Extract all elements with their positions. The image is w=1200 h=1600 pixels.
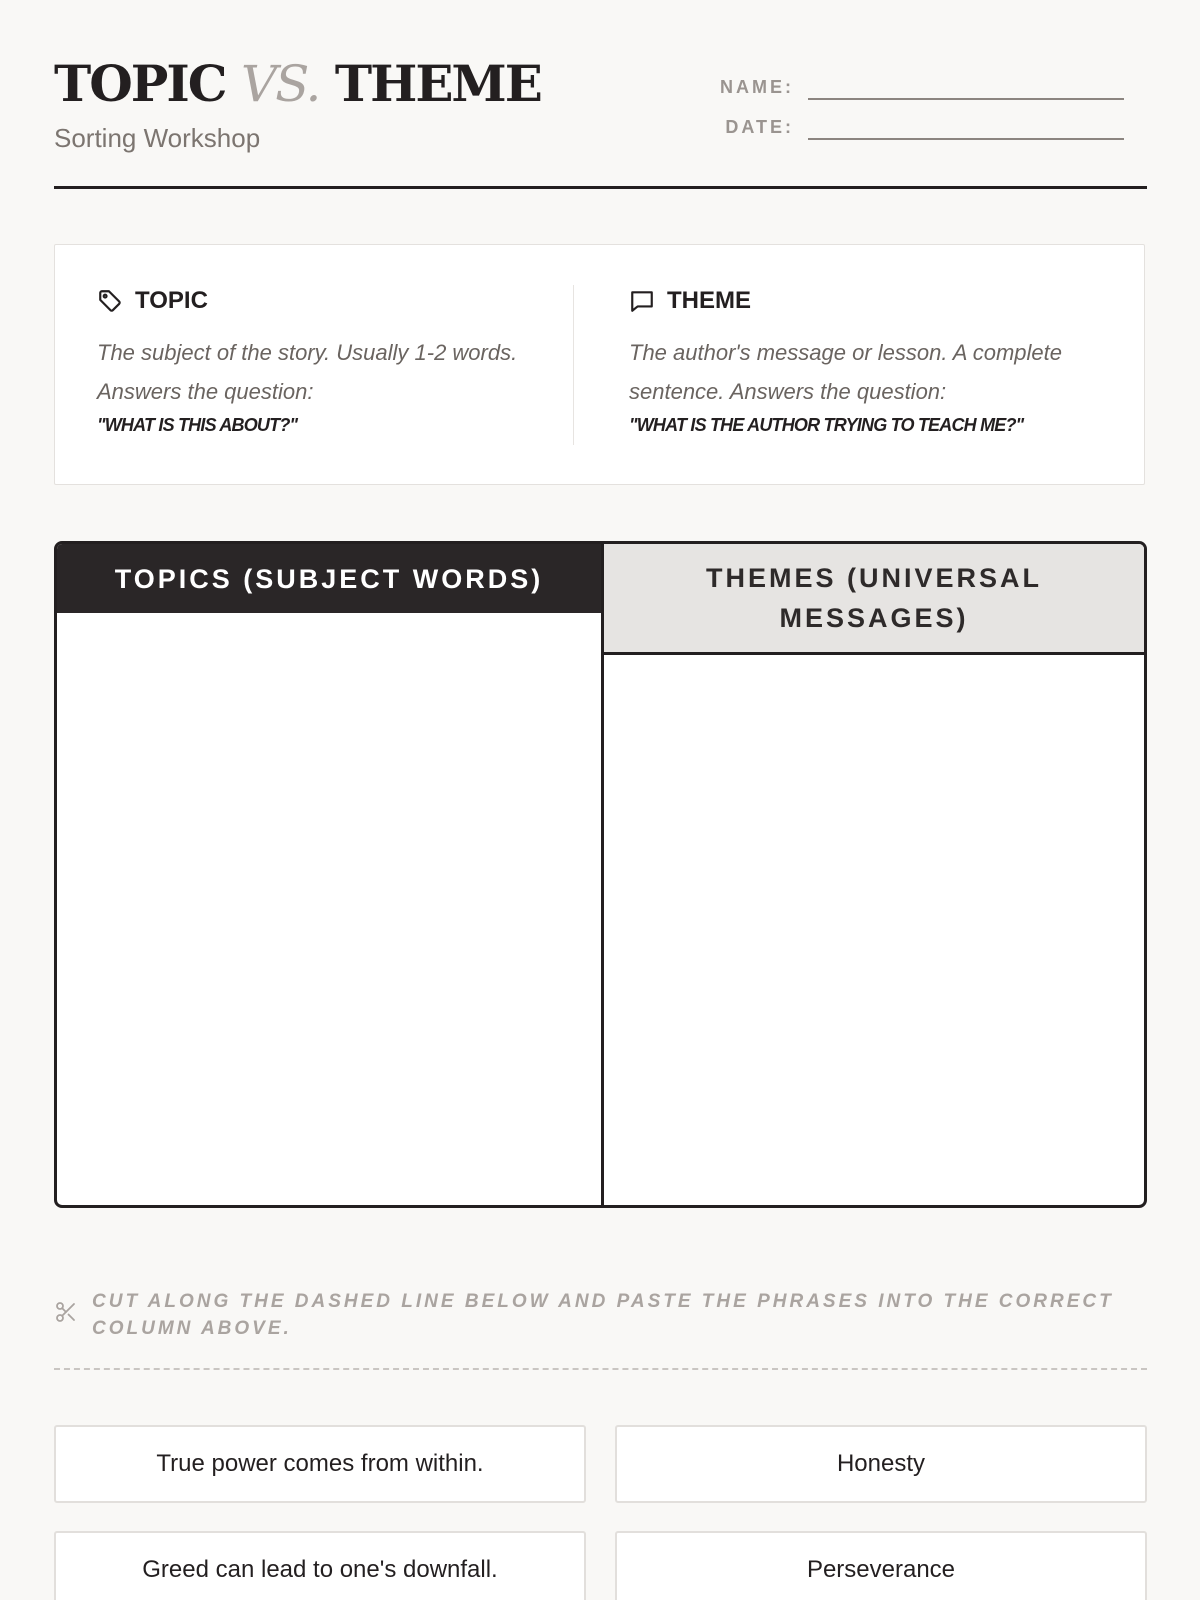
name-line[interactable] <box>808 70 1124 100</box>
phrase-card[interactable]: Perseverance <box>615 1531 1147 1600</box>
title-topic: TOPIC <box>54 54 226 113</box>
tag-icon <box>97 288 123 314</box>
date-field <box>694 110 1124 140</box>
phrase-card[interactable]: True power comes from within. <box>54 1425 586 1503</box>
cut-line <box>54 1368 1147 1370</box>
phrase-card[interactable]: Honesty <box>615 1425 1147 1503</box>
name-label: NAME: <box>720 77 794 97</box>
cut-instructions-text: CUT ALONG THE DASHED LINE BELOW AND PASTE THE PHRASES INTO THE CORRECT COLUMN ABOVE. <box>92 1291 1114 1339</box>
themes-drop-area[interactable] <box>604 655 1144 1205</box>
name-field <box>694 70 1124 100</box>
theme-definition-title: THEME <box>667 287 751 314</box>
date-line[interactable] <box>808 110 1124 140</box>
themes-column <box>604 544 1144 1205</box>
topics-drop-area[interactable] <box>57 613 601 1205</box>
definitions-box <box>54 244 1145 485</box>
phrase-card[interactable]: Greed can lead to one's downfall. <box>54 1531 586 1600</box>
title-vs: VS. <box>240 55 320 113</box>
page-subtitle: Sorting Workshop <box>54 123 261 153</box>
topics-column <box>57 544 604 1205</box>
topic-definition-header <box>97 285 547 317</box>
page-title <box>54 52 541 116</box>
topic-definition-question: "WHAT IS THIS ABOUT?" <box>97 415 298 435</box>
topic-definition-text: The subject of the story. Usually 1-2 words. Answers the question: <box>97 340 518 404</box>
definitions-divider <box>573 285 574 445</box>
speech-bubble-icon <box>629 288 655 314</box>
cut-instructions <box>54 1288 1147 1342</box>
date-label: DATE: <box>725 117 794 137</box>
theme-definition <box>629 285 1079 436</box>
header-divider <box>54 186 1147 189</box>
scissors-icon <box>54 1288 78 1329</box>
sorting-table <box>54 541 1147 1208</box>
topics-column-header: TOPICS (SUBJECT WORDS) <box>57 544 601 613</box>
topic-definition <box>97 285 547 436</box>
theme-definition-text: The author's message or lesson. A complete sentence. Answers the question: <box>629 340 1063 404</box>
theme-definition-header <box>629 285 1079 317</box>
themes-column-header: THEMES (UNIVERSAL MESSAGES) <box>604 544 1144 655</box>
topic-definition-title: TOPIC <box>135 287 208 314</box>
theme-definition-question: "WHAT IS THE AUTHOR TRYING TO TEACH ME?" <box>629 415 1024 435</box>
title-theme: THEME <box>334 54 541 113</box>
